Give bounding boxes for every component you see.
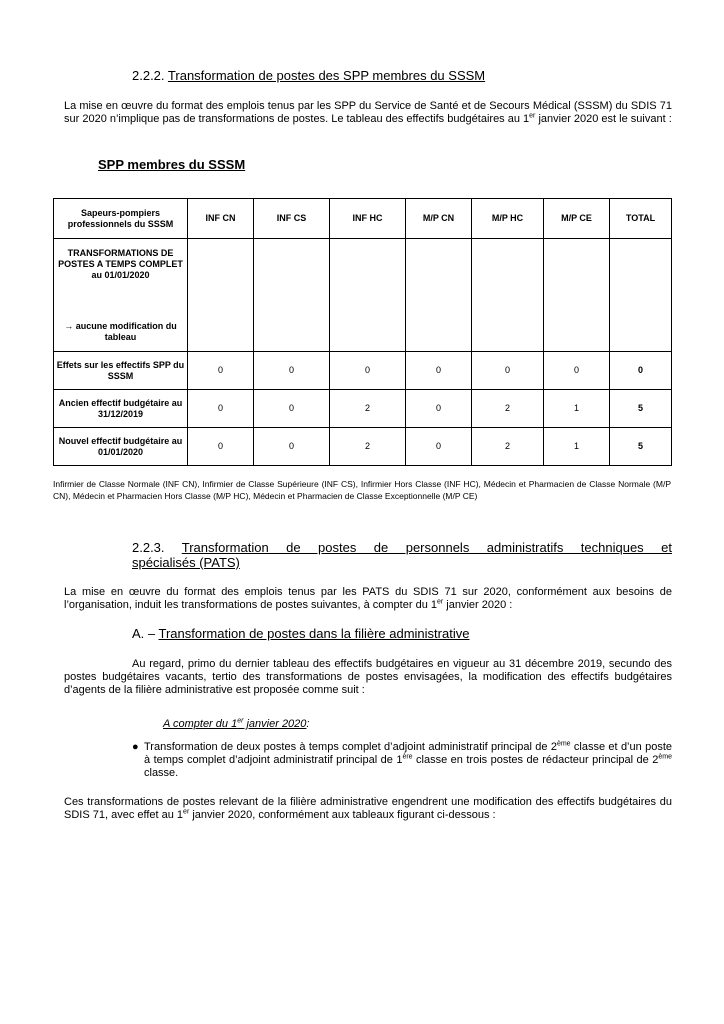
table-corner-label: Sapeurs-pompiers professionnels du SSSM: [54, 199, 188, 239]
row-label: Effets sur les effectifs SPP du SSSM: [54, 352, 188, 390]
bullet-text: Transformation de deux postes à temps complet d’adjoint administratif principal de 2ème classe et d’un poste à temps complet d’adjoint administratif principal de 1ère classe en trois postes de rédacteur principal de 2ème classe.: [144, 740, 672, 779]
col-header: TOTAL: [610, 199, 672, 239]
row-label: Nouvel effectif budgétaire au 01/01/2020: [54, 428, 188, 466]
table-total-cell: 5: [610, 390, 672, 428]
col-header: INF CN: [188, 199, 254, 239]
table-cell: 0: [406, 352, 472, 390]
table-cell: 0: [544, 352, 610, 390]
section-heading-223: [132, 540, 672, 570]
table-cell: 1: [544, 428, 610, 466]
table-cell: 2: [330, 428, 406, 466]
table-cell: [188, 239, 254, 352]
table-cell: 0: [406, 390, 472, 428]
table-cell: 0: [254, 428, 330, 466]
section-title-line2: spécialisés (PATS): [132, 555, 240, 570]
table-cell: 0: [406, 428, 472, 466]
section-title-line1: Transformation de postes de personnels administratifs techniques et: [181, 540, 672, 555]
table-cell: [544, 239, 610, 352]
table-cell: [610, 239, 672, 352]
table-cell: [330, 239, 406, 352]
table-cell: 1: [544, 390, 610, 428]
section-number: 2.2.2.: [132, 68, 165, 83]
subsection-heading-a: A. – Transformation de postes dans la filière administrative: [132, 626, 470, 641]
sssm-table: [53, 198, 672, 466]
regard-paragraph: Au regard, primo du dernier tableau des effectifs budgétaires en vigueur au 31 décembre 2019, secundo des postes budgétaires vacants, tertio des transformations de postes envisagées, la modification des effectifs budgétaires d’agents de la filière administrative est proposée comme suit :: [64, 658, 672, 696]
table-cell: [406, 239, 472, 352]
table-cell: 2: [330, 390, 406, 428]
table-cell: 0: [188, 390, 254, 428]
table-title: SPP membres du SSSM: [98, 157, 246, 172]
subsection-title: Transformation de postes dans la filière administrative: [158, 626, 470, 641]
row-label: Ancien effectif budgétaire au 31/12/2019: [54, 390, 188, 428]
col-header: M/P CN: [406, 199, 472, 239]
table-header-row: [54, 199, 672, 239]
table-cell: 0: [472, 352, 544, 390]
row-label: [54, 239, 188, 352]
table-cell: [472, 239, 544, 352]
table-cell: 2: [472, 390, 544, 428]
col-header: INF CS: [254, 199, 330, 239]
section-heading-222: [132, 68, 485, 83]
section-number: 2.2.3.: [132, 540, 165, 555]
table-cell: 2: [472, 428, 544, 466]
table-cell: [254, 239, 330, 352]
table-cell: 0: [254, 352, 330, 390]
col-header: M/P CE: [544, 199, 610, 239]
table-row: [54, 428, 672, 466]
transform-label-bottom: → aucune modification du tableau: [64, 320, 177, 342]
bullet-icon: ●: [132, 741, 139, 753]
effective-date-label: A compter du 1er janvier 2020:: [163, 717, 310, 730]
table-row: [54, 390, 672, 428]
conclusion-paragraph: Ces transformations de postes relevant de la filière administrative engendrent une modification des effectifs budgétaires du SDIS 71, avec effet au 1er janvier 2020, conformément aux tableaux figurant ci-dessous :: [64, 796, 672, 821]
table-total-cell: 5: [610, 428, 672, 466]
table-cell: 0: [330, 352, 406, 390]
transform-label-top: TRANSFORMATIONS DE POSTES A TEMPS COMPLET au 01/01/2020: [58, 247, 183, 280]
col-header: M/P HC: [472, 199, 544, 239]
table-cell: 0: [254, 390, 330, 428]
table-row: [54, 352, 672, 390]
intro-paragraph-223: La mise en œuvre du format des emplois tenus par les PATS du SDIS 71 sur 2020, conformément aux besoins de l’organisation, induit les transformations de postes suivantes, à compter du 1er janvier 2020 :: [64, 586, 672, 611]
table-total-cell: 0: [610, 352, 672, 390]
col-header: INF HC: [330, 199, 406, 239]
section-title: Transformation de postes des SPP membres du SSSM: [167, 68, 486, 83]
intro-paragraph-222: La mise en œuvre du format des emplois tenus par les SPP du Service de Santé et de Secours Médical (SSSM) du SDIS 71 sur 2020 n’implique pas de transformations de postes. Le tableau des effectifs budgétaires au 1er janvier 2020 est le suivant :: [64, 100, 672, 125]
table-cell: 0: [188, 352, 254, 390]
table-cell: 0: [188, 428, 254, 466]
table-row-transformations: [54, 239, 672, 352]
abbreviation-note: Infirmier de Classe Normale (INF CN), Infirmier de Classe Supérieure (INF CS), Infirmier Hors Classe (INF HC), Médecin et Pharmacien de Classe Normale (M/P CN), Médecin et Pharmacien Hors Classe (M/P HC), Médecin et Pharmacien de Classe Exceptionnelle (M/P CE): [53, 479, 671, 501]
